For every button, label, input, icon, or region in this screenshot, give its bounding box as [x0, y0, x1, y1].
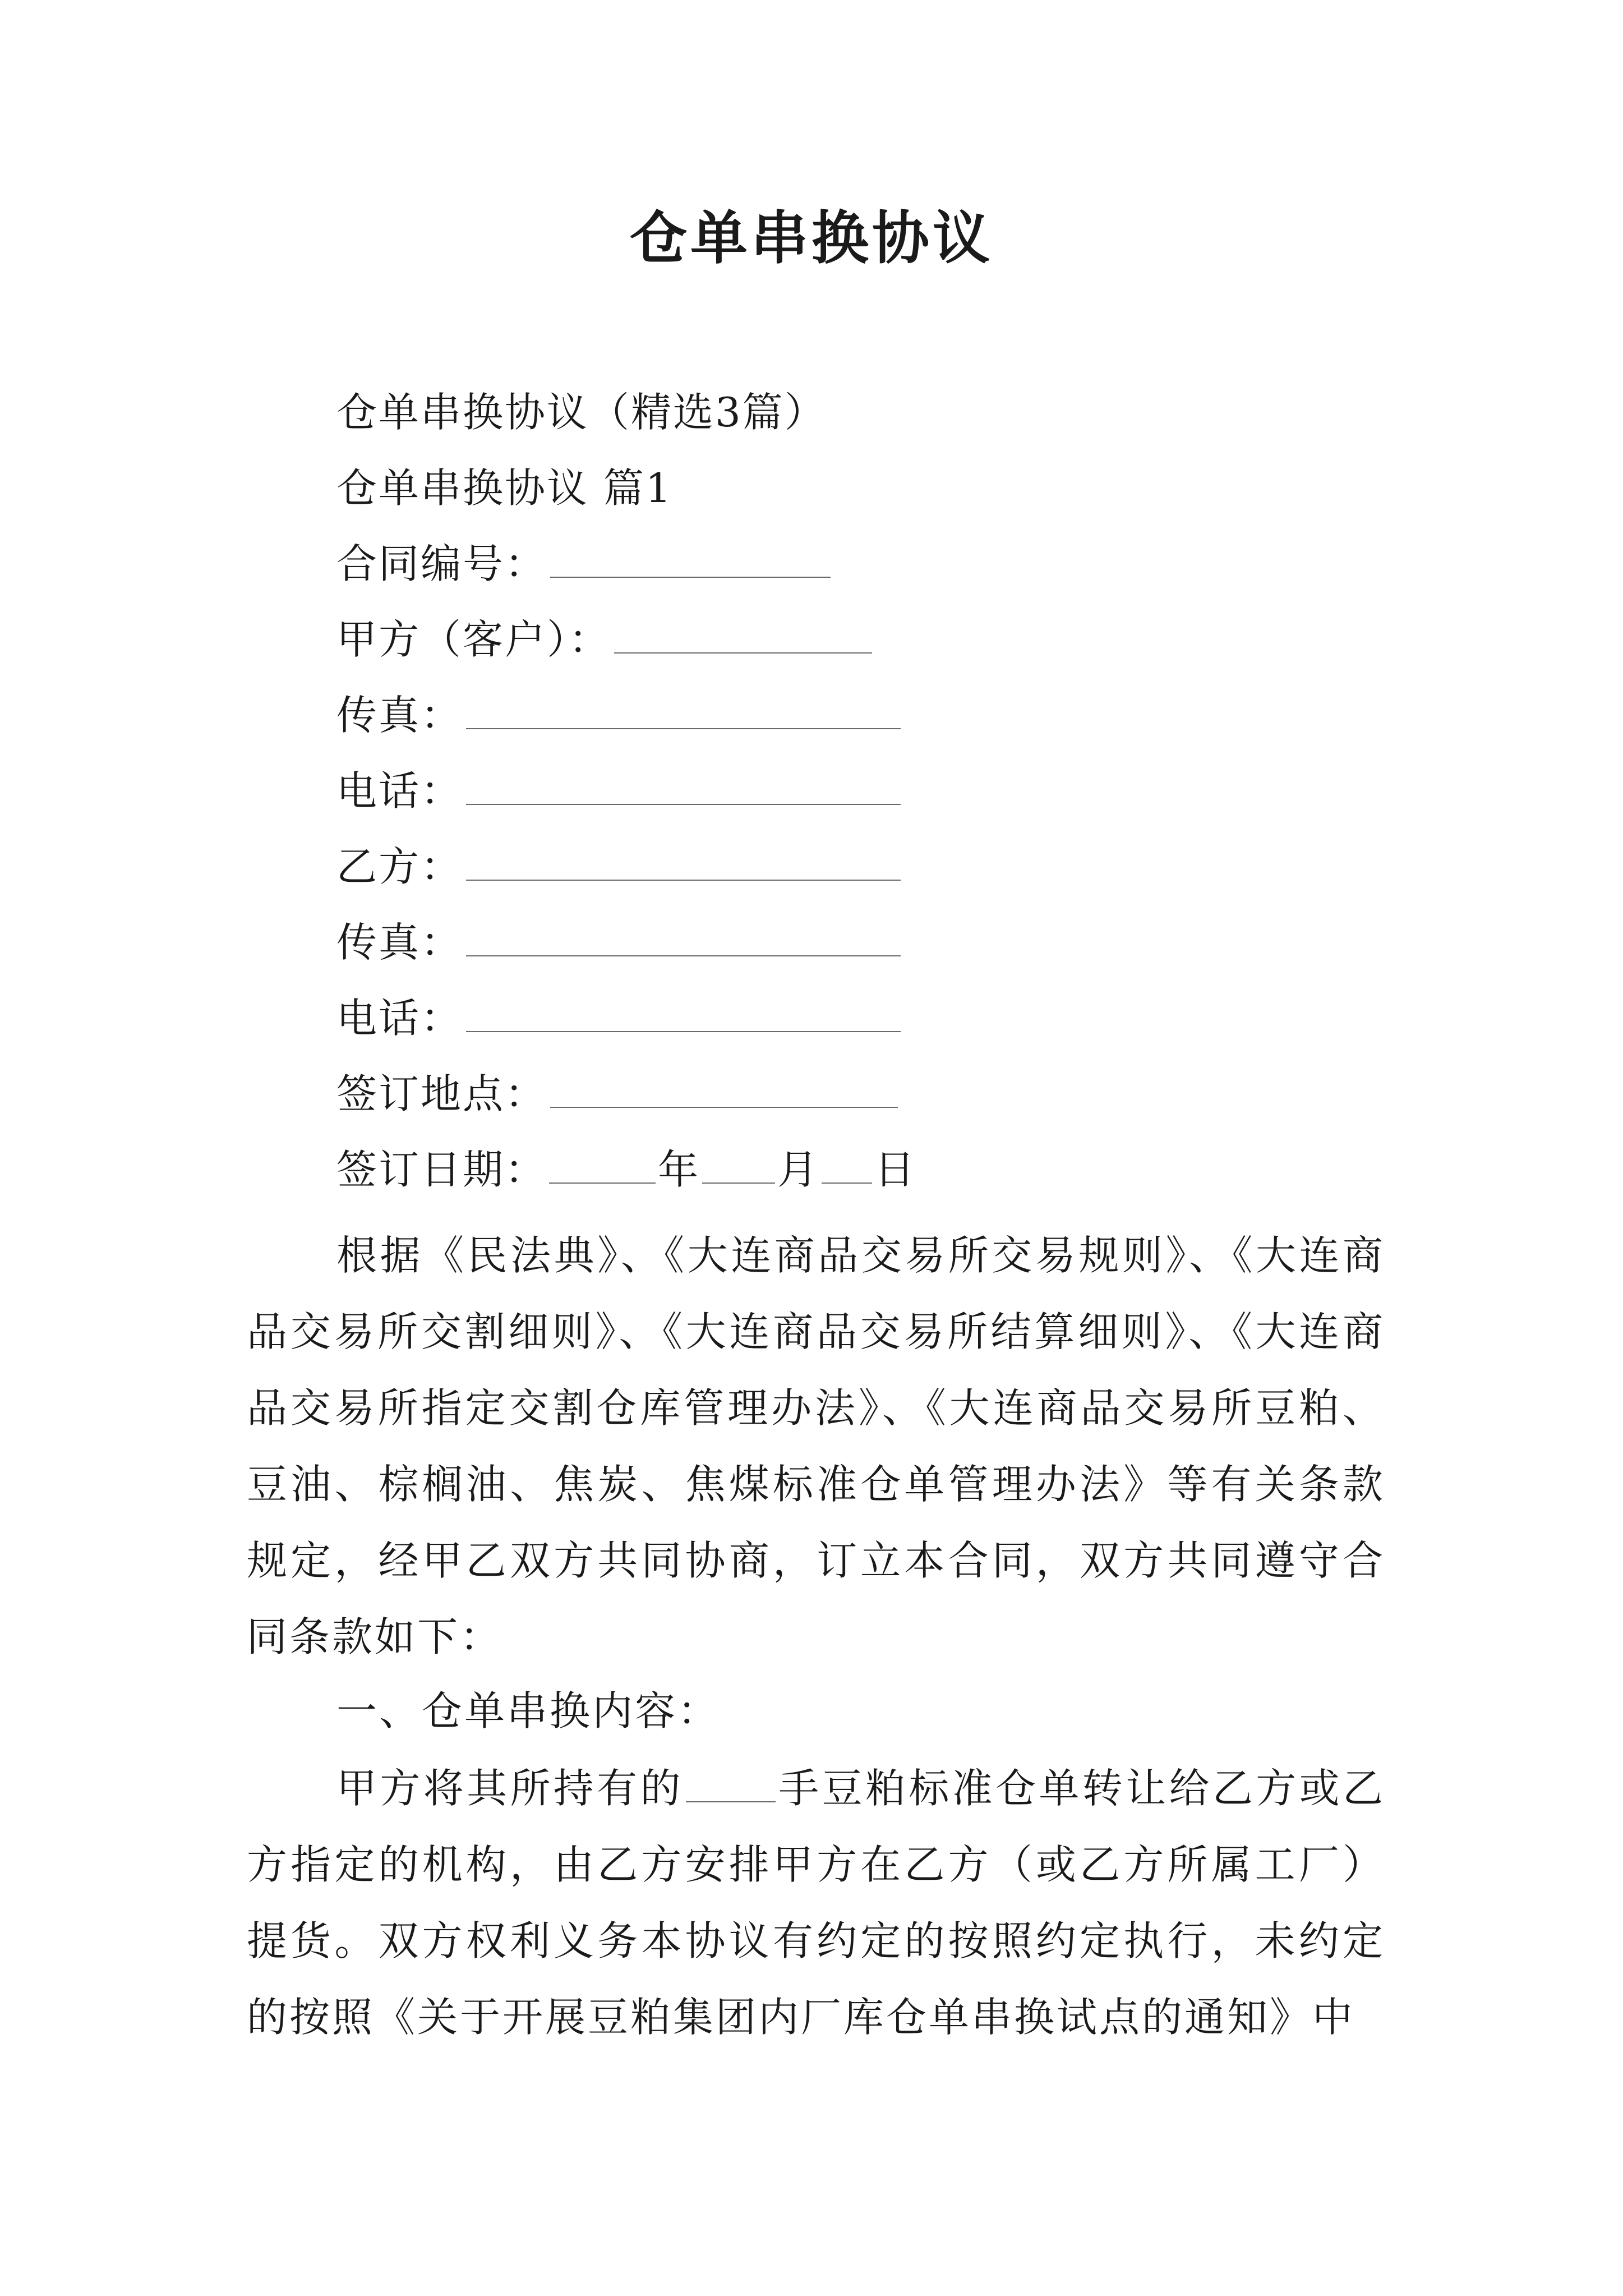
- phone-a-row: [336, 763, 901, 819]
- phone-b-row: [336, 990, 901, 1046]
- phone-b-label: 电话：: [336, 995, 463, 1042]
- month-label: 月: [777, 1146, 820, 1193]
- fax-a-blank: [466, 728, 901, 729]
- party-a-label: 甲方（客户）：: [336, 616, 611, 663]
- sign-place-row: [336, 1066, 898, 1122]
- month-blank: [702, 1182, 775, 1184]
- party-b-label: 乙方：: [336, 843, 463, 890]
- section-one-after-blank: 手豆粕标准仓单转让给乙方或乙方指定的机构，由乙方安排甲方在乙方（或乙方所属工厂）提货。双方权利义务本协议有约定的按照约定执行，未约定的按照《关于开展豆粕集团内厂库仓单串换试点的通知》中: [247, 1765, 1385, 2041]
- day-label: 日: [874, 1146, 917, 1193]
- fax-b-label: 传真：: [336, 919, 463, 966]
- preamble-text: 根据《民法典》、《大连商品交易所交易规则》、《大连商品交易所交割细则》、《大连商品交易所结算细则》、《大连商品交易所指定交割仓库管理办法》、《大连商品交易所豆粕、豆油、棕榈油、焦炭、焦煤标准仓单管理办法》等有关条款规定，经甲乙双方共同协商，订立本合同，双方共同遵守合同条款如下：: [247, 1232, 1385, 1660]
- day-blank: [822, 1182, 872, 1184]
- section-one-before-blank: 甲方将其所持有的: [336, 1765, 684, 1812]
- party-b-row: [336, 839, 901, 895]
- fax-a-label: 传真：: [336, 692, 463, 739]
- phone-a-blank: [466, 803, 901, 805]
- fax-b-blank: [466, 955, 901, 956]
- document-title: 仓单串换协议: [630, 205, 993, 272]
- sign-date-row: [336, 1142, 916, 1198]
- section-title: 仓单串换协议 篇1: [336, 464, 673, 512]
- contract-number-blank: [550, 576, 831, 578]
- sign-place-blank: [550, 1106, 898, 1108]
- phone-a-label: 电话：: [336, 767, 463, 815]
- contract-number-row: [336, 536, 831, 592]
- party-a-blank: [614, 652, 872, 654]
- section-one-text: [247, 1750, 1385, 2055]
- quantity-blank: [686, 1801, 776, 1802]
- section-one-paragraph: [247, 1750, 1385, 2055]
- party-a-row: [336, 611, 872, 668]
- document-subtitle: 仓单串换协议（精选3篇）: [336, 389, 827, 436]
- year-blank: [549, 1182, 656, 1184]
- year-label: 年: [658, 1146, 700, 1193]
- sign-date-label: 签订日期：: [336, 1146, 547, 1193]
- sign-place-label: 签订地点：: [336, 1070, 547, 1117]
- contract-number-label: 合同编号：: [336, 540, 547, 587]
- fax-a-row: [336, 687, 901, 743]
- preamble-paragraph: [247, 1217, 1385, 1675]
- section-one-heading: 一、仓单串换内容：: [336, 1687, 721, 1734]
- party-b-blank: [466, 879, 901, 881]
- fax-b-row: [336, 914, 901, 970]
- phone-b-blank: [466, 1030, 901, 1032]
